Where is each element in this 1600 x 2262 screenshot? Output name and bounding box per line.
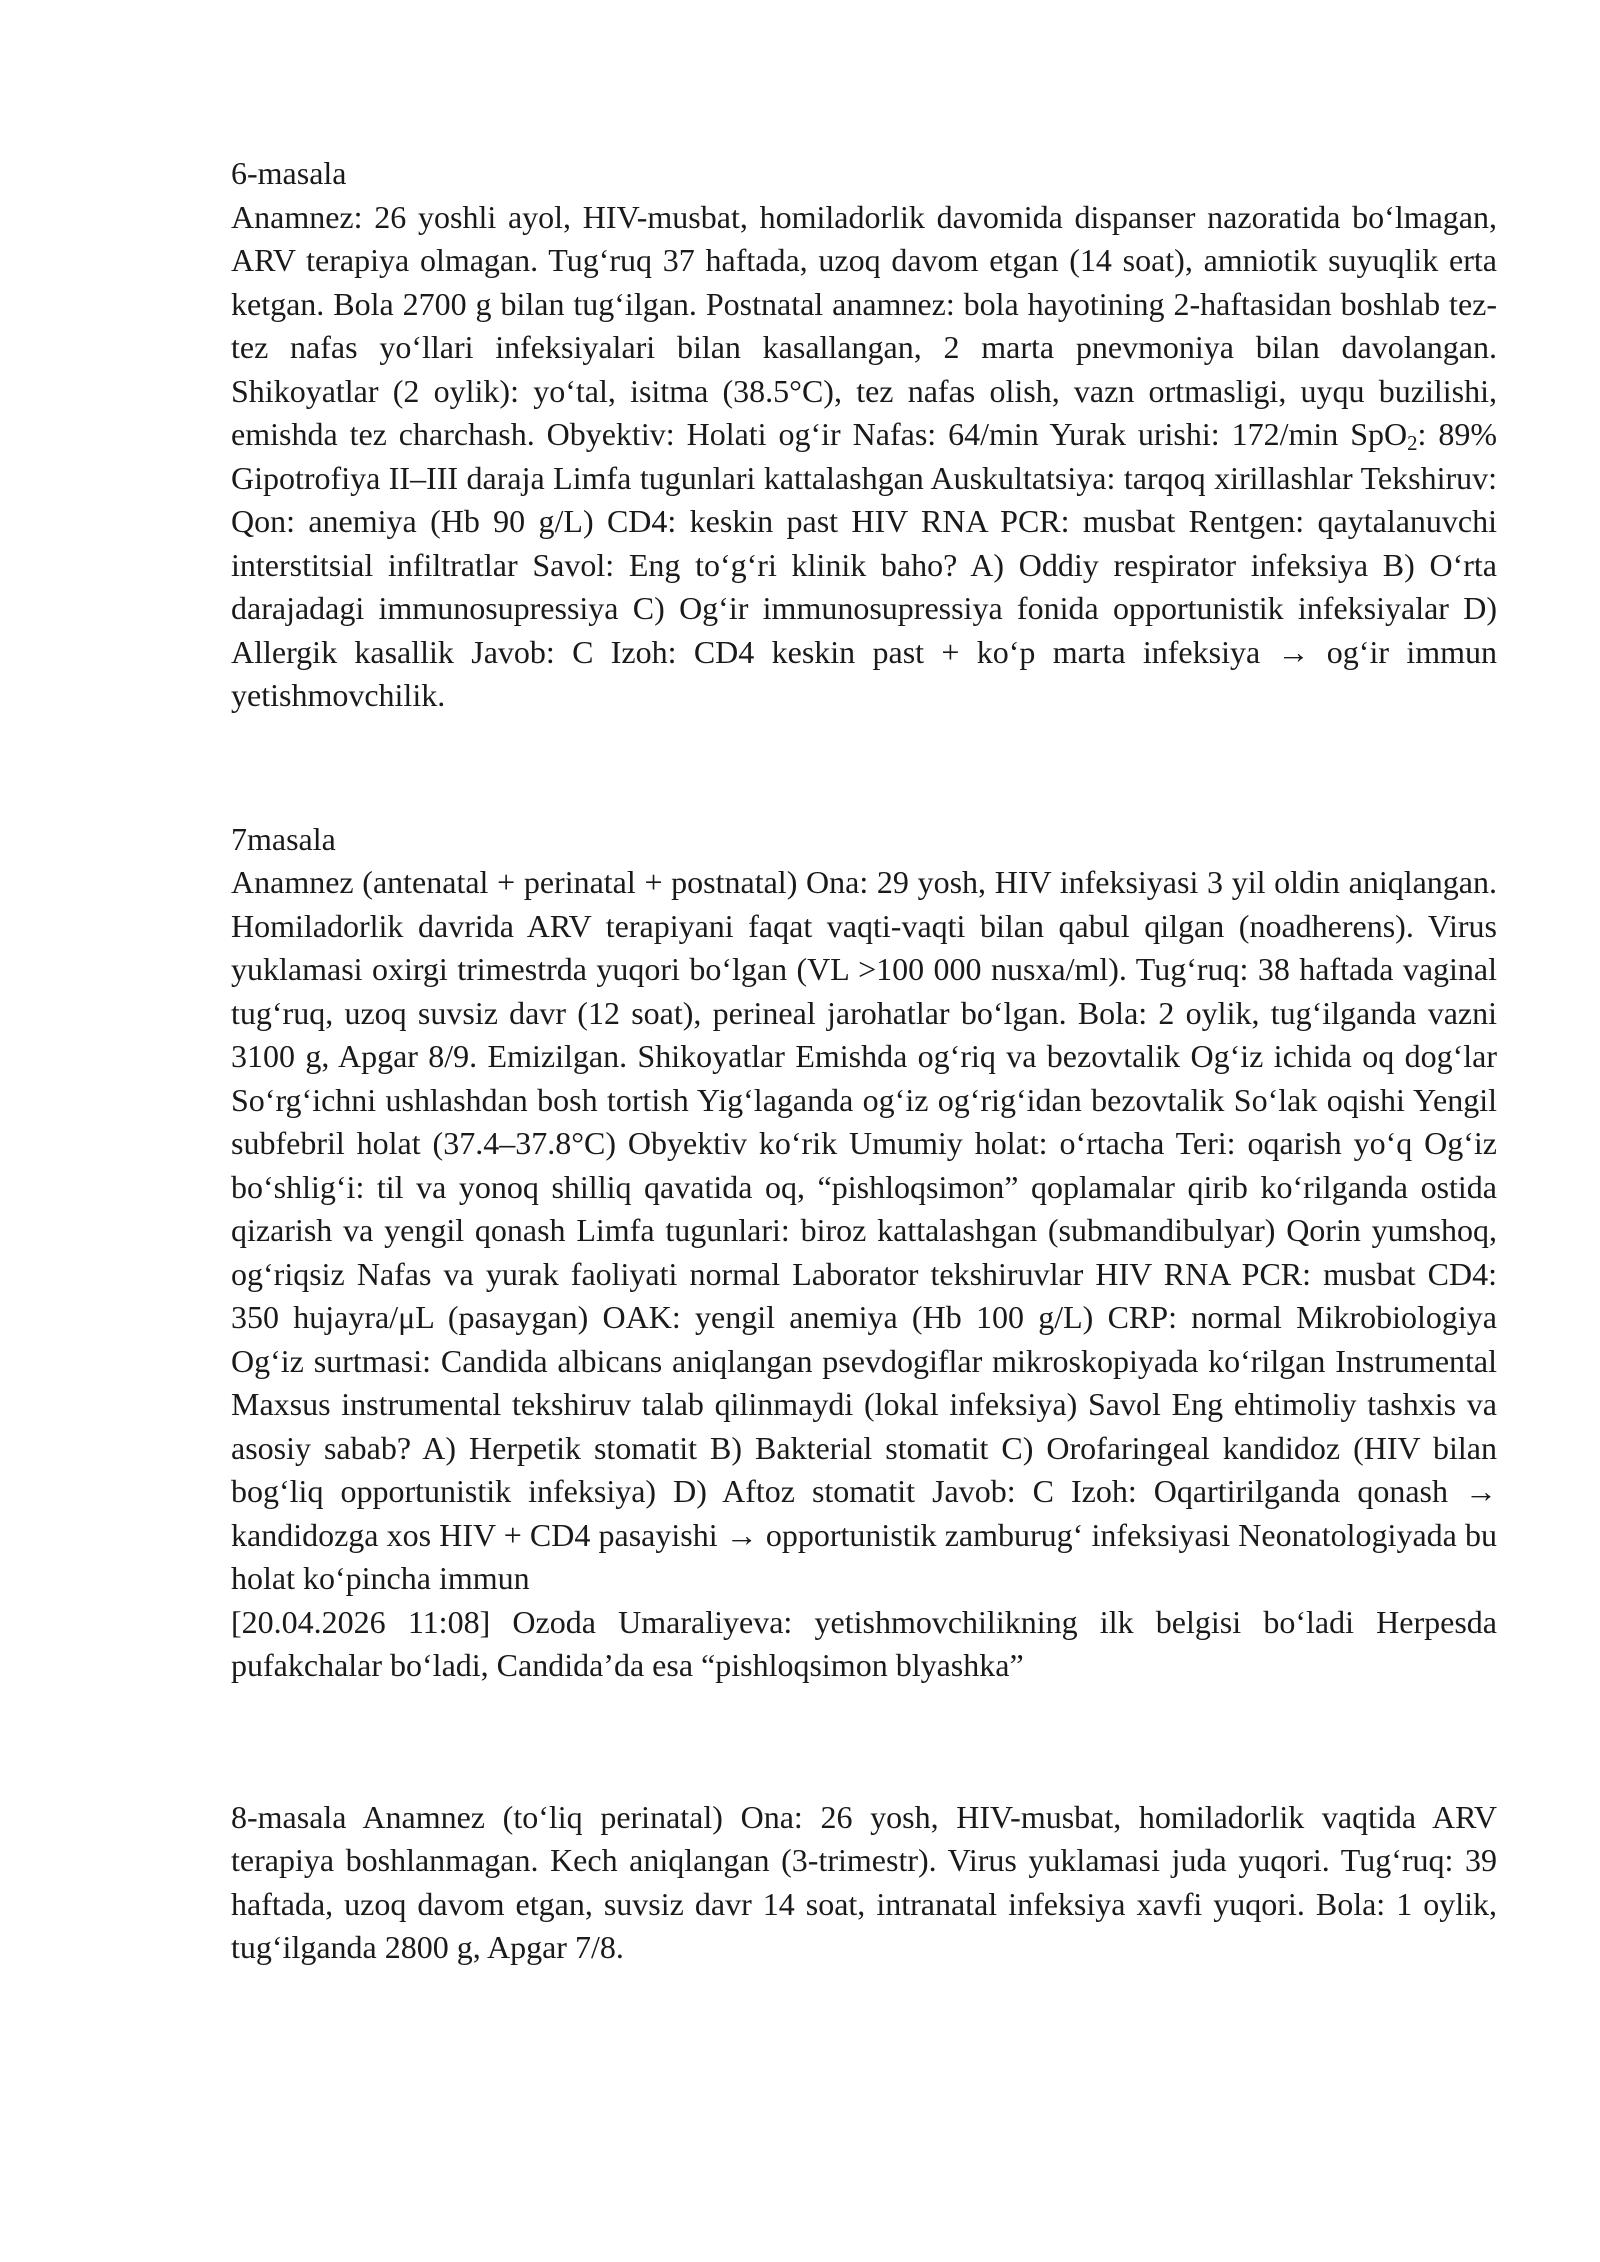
document-page <box>231 152 1497 1970</box>
problem-8 <box>231 1796 1497 1970</box>
subscript: 2 <box>1407 432 1418 456</box>
problem-7 <box>231 818 1497 1688</box>
problem-text: Anamnez: 26 yoshli ayol, HIV-musbat, homiladorlik davomida dispanser nazoratida bo‘lmagan, ARV terapiya olmagan. Tug‘ruq 37 haftada, uzoq davom etgan (14 soat), amniotik suyuqlik erta ketgan. Bola 2700 g bilan tug‘ilgan. Postnatal anamnez: bola hayotining 2-haftasidan boshlab tez-tez nafas yo‘llari infeksiyalari bilan kasallangan, 2 marta pnevmoniya bilan davolangan. Shikoyatlar (2 oylik): yo‘tal, isitma (38.5°C), tez nafas olish, vazn ortmasligi, uyqu buzilishi, emishda tez charchash. Obyektiv: Holati og‘ir Nafas: 64/min Yurak urishi: 172/min SpO <box>231 198 1497 452</box>
problem-text-continued: : 89% Gipotrofiya II–III daraja Limfa tugunlari kattalashgan Auskultatsiya: tarqoq xirillashlar Tekshiruv: Qon: anemiya (Hb 90 g/L) CD4: keskin past HIV RNA PCR: musbat Rentgen: qaytalanuvchi interstitsial infiltratlar Savol: Eng to‘g‘ri klinik baho? A) Oddiy respirator infeksiya B) O‘rta darajadagi immunosupressiya C) Og‘ir immunosupressiya fonida opportunistik infeksiyalar D) Allergik kasallik Javob: C Izoh: CD4 keskin past + ko‘p marta infeksiya → og‘ir immun yetishmovchilik. <box>231 416 1498 713</box>
problem-body: Anamnez (antenatal + perinatal + postnatal) Ona: 29 yosh, HIV infeksiyasi 3 yil oldin aniqlangan. Homiladorlik davrida ARV terapiyani faqat vaqti-vaqti bilan qabul qilgan (noadherens). Virus yuklamasi oxirgi trimestrda yuqori bo‘lgan (VL >100 000 nusxa/ml). Tug‘ruq: 38 haftada vaginal tug‘ruq, uzoq suvsiz davr (12 soat), perineal jarohatlar bo‘lgan. Bola: 2 oylik, tug‘ilganda vazni 3100 g, Apgar 8/9. Emizilgan. Shikoyatlar Emishda og‘riq va bezovtalik Og‘iz ichida oq dog‘lar So‘rg‘ichni ushlashdan bosh tortish Yig‘laganda og‘iz og‘rig‘idan bezovtalik So‘lak oqishi Yengil subfebril holat (37.4–37.8°C) Obyektiv ko‘rik Umumiy holat: o‘rtacha Teri: oqarish yo‘q Og‘iz bo‘shlig‘i: til va yonoq shilliq qavatida oq, “pishloqsimon” qoplamalar qirib ko‘rilganda ostida qizarish va yengil qonash Limfa tugunlari: biroz kattalashgan (submandibulyar) Qorin yumshoq, og‘riqsiz Nafas va yurak faoliyati normal Laborator tekshiruvlar HIV RNA PCR: musbat CD4: 350 hujayra/μL (pasaygan) OAK: yengil anemiya (Hb 100 g/L) CRP: normal Mikrobiologiya Og‘iz surtmasi: Candida albicans aniqlangan psevdogiflar mikroskopiyada ko‘rilgan Instrumental Maxsus instrumental tekshiruv talab qilinmaydi (lokal infeksiya) Savol Eng ehtimoliy tashxis va asosiy sabab? A) Herpetik stomatit B) Bakterial stomatit C) Orofaringeal kandidoz (HIV bilan bog‘liq opportunistik infeksiya) D) Aftoz stomatit Javob: C Izoh: Oqartirilganda qonash → kandidozga xos HIV + CD4 pasayishi → opportunistik zamburug‘ infeksiyasi Neonatologiyada bu holat ko‘pincha immun <box>231 864 1497 1596</box>
problem-body <box>231 196 1497 718</box>
problem-title: 7masala <box>231 820 336 857</box>
problem-body: 8-masala Anamnez (to‘liq perinatal) Ona: 26 yosh, HIV-musbat, homiladorlik vaqtida ARV terapiya boshlanmagan. Kech aniqlangan (3-trimestr). Virus yuklamasi juda yuqori. Tug‘ruq: 39 haftada, uzoq davom etgan, suvsiz davr 14 soat, intranatal infeksiya xavfi yuqori. Bola: 1 oylik, tug‘ilganda 2800 g, Apgar 7/8. <box>231 1798 1497 1965</box>
chat-note: [20.04.2026 11:08] Ozoda Umaraliyeva: yetishmovchilikning ilk belgisi bo‘ladi Herpesda pufakchalar bo‘ladi, Candida’da esa “pishloqsimon blyashka” <box>231 1603 1497 1683</box>
problem-6 <box>231 152 1497 718</box>
problem-title: 6-masala <box>231 155 347 191</box>
